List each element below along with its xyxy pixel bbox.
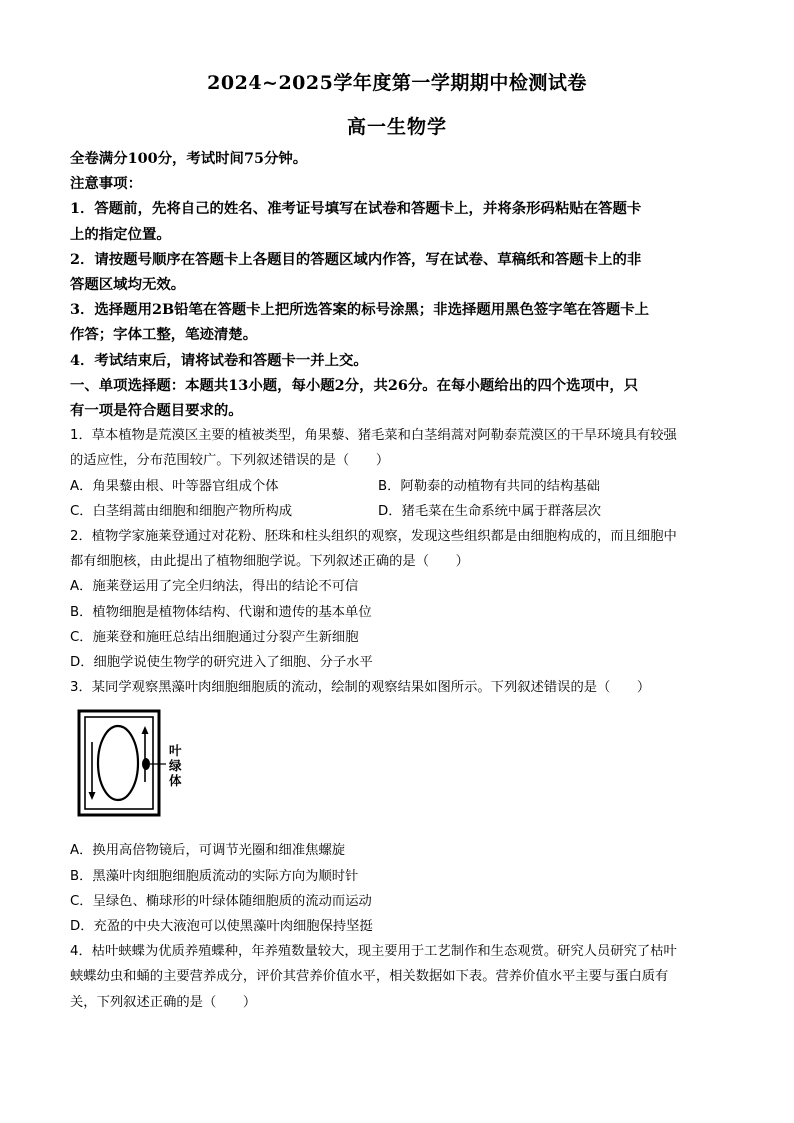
notice-heading: 注意事项：	[70, 175, 142, 193]
q4-stem-line-1: 4．枯叶蛱蝶为优质养殖蝶种，年养殖数量较大，现主要用于工艺制作和生态观赏。研究人员研究了枯叶	[70, 944, 677, 960]
notice-item-2-line-2: 答题区域均无效。	[70, 276, 186, 294]
notice-item-4-line-1: 4．考试结束后，请将试卷和答题卡一并上交。	[70, 351, 368, 369]
notice-item-2-line-1: 2．请按题号顺序在答题卡上各题目的答题区域内作答，写在试卷、草稿纸和答题卡上的非	[70, 250, 642, 268]
q4-stem-line-3: 关，下列叙述正确的是（ ）	[70, 994, 257, 1010]
q2-option-a: A．施莱登运用了完全归纳法，得出的结论不可信	[70, 579, 359, 595]
notice-item-3-line-1: 3．选择题用2B铅笔在答题卡上把所选答案的标号涂黑；非选择题用黑色签字笔在答题卡上	[70, 301, 650, 319]
q1-options-row-2	[70, 499, 730, 524]
cell-diagram	[76, 708, 166, 820]
q3-option-d: D．充盈的中央大液泡可以使黑藻叶肉细胞保持坚挺	[70, 919, 373, 935]
q4-stem-line-2: 蛱蝶幼虫和蛹的主要营养成分，评价其营养价值水平，相关数据如下表。营养价值水平主要与蛋白质有	[70, 969, 669, 985]
section1-heading-line-2: 有一项是符合题目要求的。	[70, 402, 243, 420]
q3-option-b: B．黑藻叶肉细胞细胞质流动的实际方向为顺时针	[70, 868, 359, 884]
q3-stem-line-1: 3．某同学观察黑藻叶肉细胞细胞质的流动，绘制的观察结果如图所示。下列叙述错误的是（ ）	[70, 680, 651, 696]
q3-option-a: A．换用高倍物镜后，可调节光圈和细准焦螺旋	[70, 843, 346, 859]
chloroplast-icon	[142, 758, 150, 770]
subject-title: 高一生物学	[346, 116, 447, 138]
notice-item-1-line-1: 1．答题前，先将自己的姓名、准考证号填写在试卷和答题卡上，并将条形码粘贴在答题卡	[70, 200, 642, 218]
q1-option-d: D．猪毛菜在生命系统中属于群落层次	[378, 503, 601, 519]
section1-heading-line-1: 一、单项选择题：本题共13小题，每小题2分，共26分。在每小题给出的四个选项中，只	[70, 376, 639, 394]
q2-option-d: D．细胞学说使生物学的研究进入了细胞、分子水平	[70, 655, 373, 671]
notice-item-3-line-2: 作答；字体工整，笔迹清楚。	[70, 326, 258, 344]
score-line: 全卷满分100分，考试时间75分钟。	[70, 150, 308, 167]
arrow-down-head-icon	[89, 792, 96, 800]
q1-option-b: B．阿勒泰的动植物有共同的结构基础	[378, 478, 600, 494]
q3-cell-figure	[70, 708, 730, 838]
central-vacuole	[98, 726, 138, 800]
q1-options-row-1	[70, 474, 730, 499]
q3-option-c: C．呈绿色、椭球形的叶绿体随细胞质的流动而运动	[70, 893, 372, 909]
q2-option-b: B．植物细胞是植物体结构、代谢和遗传的基本单位	[70, 604, 372, 620]
notice-item-1-line-2: 上的指定位置。	[70, 225, 171, 243]
exam-body	[70, 146, 730, 1015]
q2-option-c: C．施莱登和施旺总结出细胞通过分裂产生新细胞	[70, 629, 359, 645]
q1-option-a: A．角果藜由根、叶等器官组成个体	[70, 478, 279, 494]
arrow-up-head-icon	[142, 726, 149, 734]
q1-option-c: C．白茎绢蒿由细胞和细胞产物所构成	[70, 503, 293, 519]
q2-stem-line-1: 2．植物学家施莱登通过对花粉、胚珠和柱头组织的观察，发现这些组织都是由细胞构成的，而且细胞中	[70, 529, 677, 545]
exam-title: 2024~2025学年度第一学期期中检测试卷	[207, 72, 587, 94]
chloroplast-label: 叶绿体	[169, 743, 182, 789]
q1-stem-line-1: 1．草本植物是荒漠区主要的植被类型，角果藜、猪毛菜和白茎绢蒿对阿勒泰荒漠区的干旱环境具有较强	[70, 428, 677, 444]
q2-stem-line-2: 都有细胞核，由此提出了植物细胞学说。下列叙述正确的是（ ）	[70, 554, 469, 570]
q1-stem-line-2: 的适应性，分布范围较广。下列叙述错误的是（ ）	[70, 453, 390, 469]
